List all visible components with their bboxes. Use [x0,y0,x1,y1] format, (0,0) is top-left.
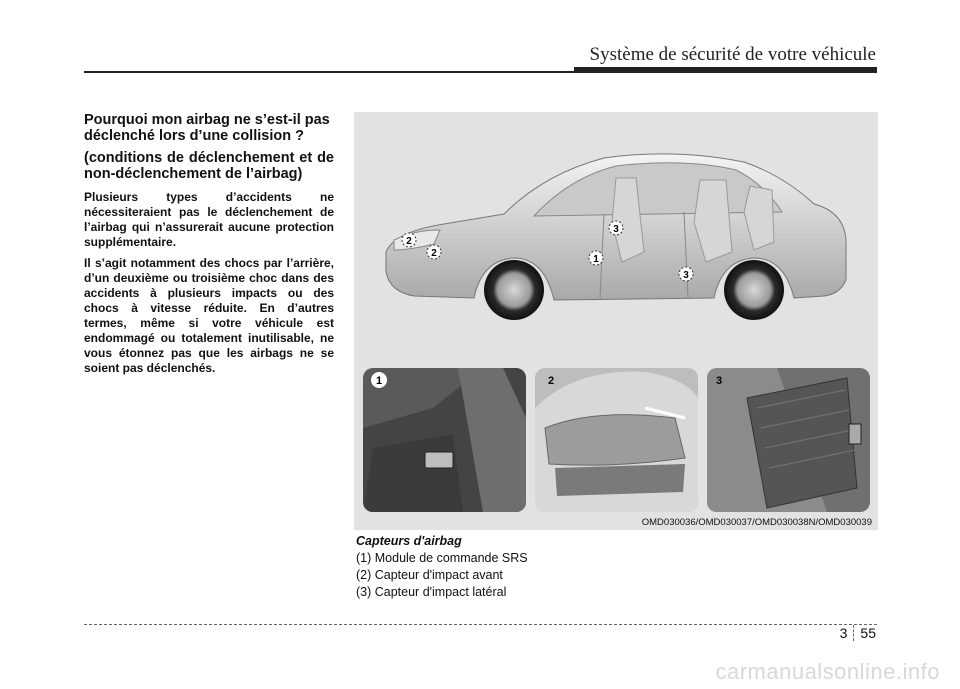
airbag-sensor-figure [354,112,878,530]
marker-2-front-b [427,245,441,259]
page-number [840,625,876,641]
header-title: Système de sécurité de votre véhicule [589,44,876,65]
paragraph-2: Il s’agit notamment des chocs par l’arrière, d’un deuxième ou troisième choc dans des accidents à plusieurs impacts ou des chocs à vitesse réduite. En d’autres termes, même si votre véhicule est endommagé ou totalement inutilisable, ne vous étonnez pas que les airbags ne se soient pas déclenchés. [84,256,334,375]
page-number-value: 55 [860,625,876,641]
car-illustration [354,112,878,362]
panel-side-sensor [707,368,870,512]
watermark: carmanualsonline.info [715,659,940,684]
paragraph-1: Plusieurs types d’accidents ne nécessiteraient pas le déclenchement de l’airbag qui n’assurerait aucune protection supplémentaire. [84,190,334,249]
svg-text:1: 1 [593,254,599,265]
chapter-number: 3 [840,625,855,641]
svg-text:2: 2 [406,236,412,247]
footer-rule [84,624,877,625]
svg-text:3: 3 [683,270,689,281]
caption-item-1: (1) Module de commande SRS [356,551,528,565]
svg-text:2: 2 [431,248,437,259]
panel-srs-module [363,368,526,512]
figure-caption [356,532,656,601]
left-column [84,112,334,382]
section-subheading: (conditions de déclenchement et de non-déclenchement de l’airbag) [84,150,334,182]
figure-code: OMD030036/OMD030037/OMD030038N/OMD030039 [641,517,872,528]
caption-item-2: (2) Capteur d'impact avant [356,568,503,582]
marker-3-side-a [609,221,623,235]
marker-1-srs [589,251,603,265]
svg-text:3: 3 [613,224,619,235]
caption-title: Capteurs d'airbag [356,534,462,548]
panel-front-sensor [535,368,698,512]
panel-2-label: 2 [547,375,555,387]
header-rule-thin [84,71,574,73]
caption-item-3: (3) Capteur d'impact latéral [356,585,507,599]
header-rule-thick [574,67,877,73]
panel-1-label: 1 [375,375,383,387]
marker-2-front-a [402,233,416,247]
marker-3-side-b [679,267,693,281]
panel-3-label: 3 [715,375,723,387]
section-heading: Pourquoi mon airbag ne s’est-il pas déclenché lors d’une collision ? [84,112,330,144]
